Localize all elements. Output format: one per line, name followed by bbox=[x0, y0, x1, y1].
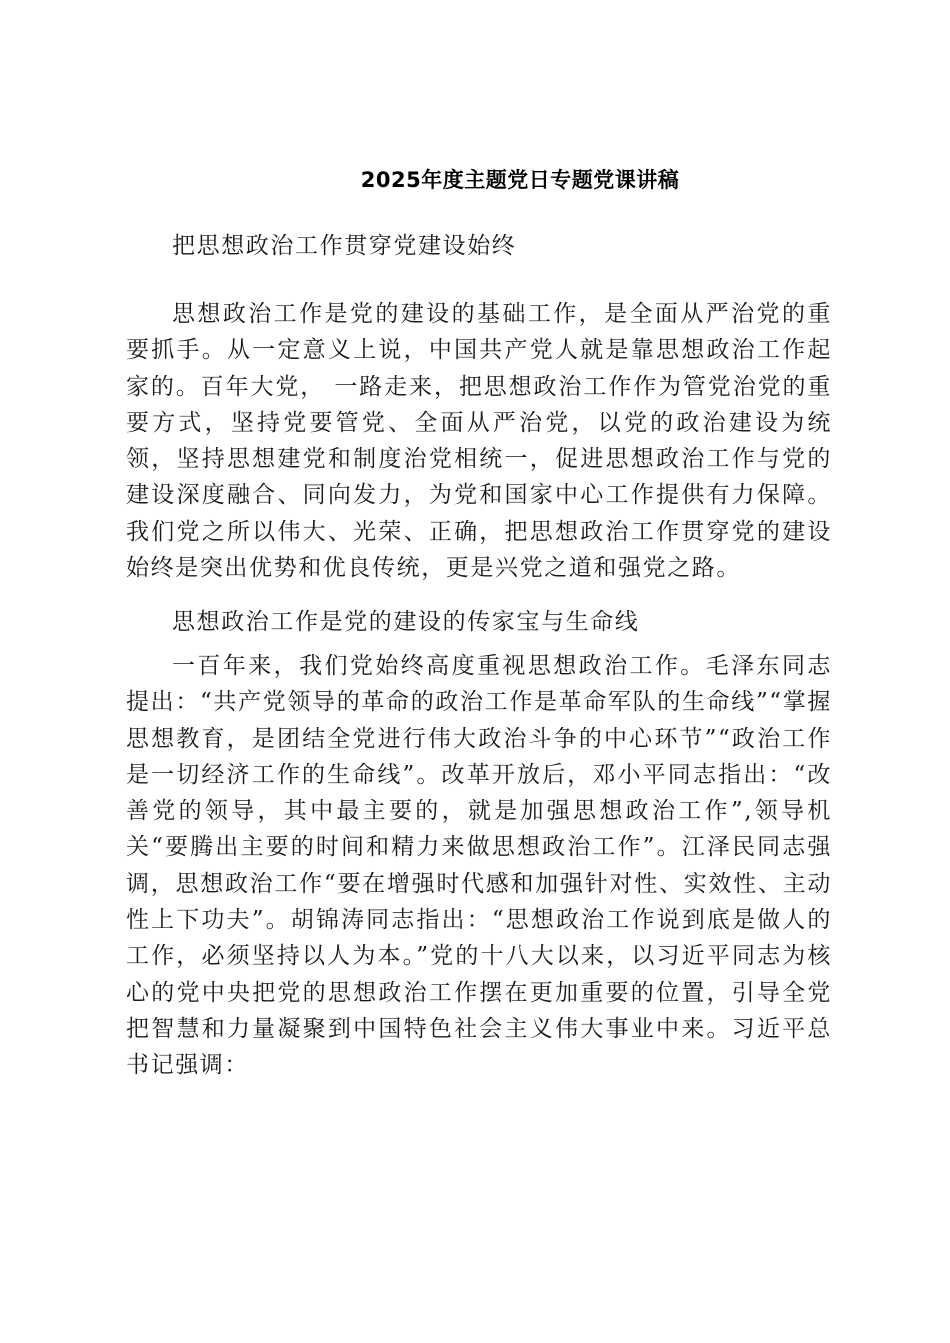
section-heading-1-block bbox=[126, 228, 832, 264]
paragraph-1-block bbox=[126, 296, 832, 586]
paragraph-1: 思想政治工作是党的建设的基础工作，是全面从严治党的重要抓手。从一定意义上说，中国共产党人就是靠思想政治工作起家的。百年大党， 一路走来，把思想政治工作作为管党治党的重要方式，坚持党要管党、全面从严治党，以党的政治建设为统领，坚持思想建党和制度治党相统一，促进思想政治工作与党的建设深度融合、同向发力，为党和国家中心工作提供有力保障。我们党之所以伟大、光荣、正确，把思想政治工作贯穿党的建设始终是突出优势和优良传统，更是兴党之道和强党之路。 bbox=[126, 301, 832, 582]
section-heading-1: 把思想政治工作贯穿党建设始终 bbox=[172, 233, 517, 259]
paragraph-2: 一百年来，我们党始终高度重视思想政治工作。毛泽东同志提出：“共产党领导的革命的政治工作是革命军队的生命线”“掌握思想教育，是团结全党进行伟大政治斗争的中心环节”“政治工作是一切经济工作的生命线”。改革开放后，邓小平同志指出：“改善党的领导，其中最主要的，就是加强思想政治工作”,领导机关“要腾出主要的时间和精力来做思想政治工作”。江泽民同志强调，思想政治工作“要在增强时代感和加强针对性、实效性、主动性上下功夫”。胡锦涛同志指出：“思想政治工作说到底是做人的工作，必须坚持以人为本。”党的十八大以来，以习近平同志为核心的党中央把党的思想政治工作摆在更加重要的位置，引导全党把智慧和力量凝聚到中国特色社会主义伟大事业中来。习近平总书记强调： bbox=[126, 653, 832, 1079]
paragraph-2-block bbox=[126, 648, 832, 1084]
section-heading-2-block bbox=[126, 604, 832, 640]
section-heading-2: 思想政治工作是党的建设的传家宝与生命线 bbox=[172, 609, 640, 635]
document-title: 2025年度主题党日专题党课讲稿 bbox=[360, 168, 680, 192]
